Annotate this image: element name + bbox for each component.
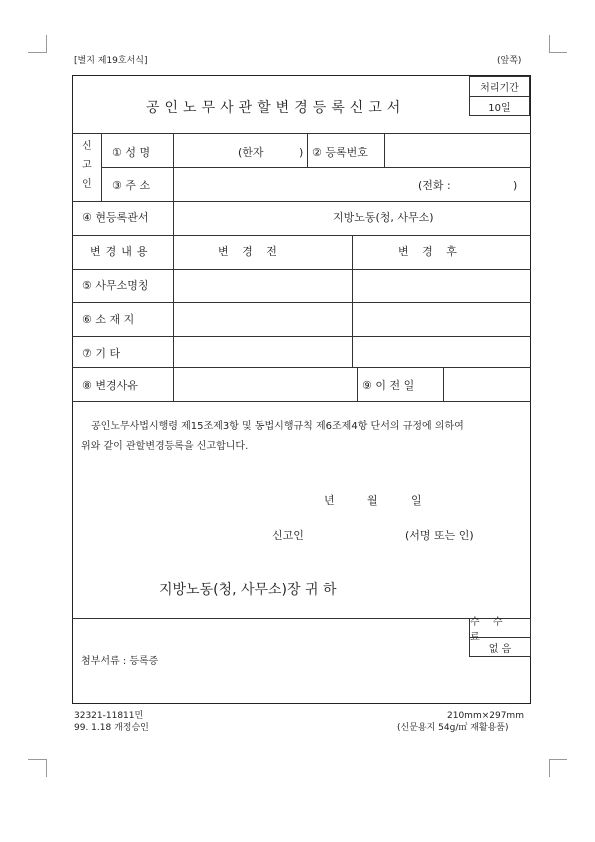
crop-mark (549, 35, 550, 53)
form-number: [별지 제19호서식] (74, 56, 148, 66)
current-office-value: 지방노동(청, 사무소) (333, 211, 434, 224)
divider (352, 235, 353, 367)
paper-size: 210mm×297mm (447, 711, 524, 721)
attachment-label: 첨부서류 : 등록증 (81, 656, 159, 667)
change-contents-label: 변경내용 (90, 245, 153, 258)
after-change-label: 변 경 후 (398, 245, 462, 258)
form-title: 공인노무사관할변경등록신고서 (146, 100, 406, 116)
divider (72, 336, 531, 337)
hanja-close: ) (299, 146, 304, 159)
form-code: 32321-11811민 (74, 711, 144, 721)
other-label: ⑦ 기 타 (82, 347, 121, 360)
current-office-label: ④ 현등록관서 (82, 211, 149, 224)
divider (72, 133, 531, 134)
date-month-label: 월 (367, 494, 378, 507)
paper-spec: (신문용지 54g/㎡ 재활용품) (397, 723, 509, 733)
processing-period-label: 처리기간 (469, 76, 530, 97)
divider (357, 367, 358, 401)
phone-close: ) (513, 179, 518, 192)
move-date-label: ⑨ 이 전 일 (362, 379, 415, 392)
divider (443, 367, 444, 401)
divider (101, 167, 531, 168)
crop-mark (28, 52, 46, 53)
crop-mark (46, 35, 47, 53)
divider (72, 618, 531, 619)
applicant-group-char: 고 (82, 160, 92, 171)
crop-mark (549, 759, 567, 760)
approval-date: 99. 1.18 개정승인 (74, 723, 149, 733)
date-year-label: 년 (324, 494, 335, 507)
divider (72, 235, 531, 236)
divider (384, 133, 385, 167)
divider (307, 133, 308, 167)
applicant-group-char: 인 (82, 179, 92, 190)
date-day-label: 일 (411, 494, 422, 507)
applicant-group-char: 신 (82, 141, 92, 152)
divider (72, 401, 531, 402)
divider (72, 269, 531, 270)
hanja-label: (한자 (238, 146, 264, 159)
before-change-label: 변 경 전 (218, 245, 282, 258)
crop-mark (549, 759, 550, 777)
processing-period-value: 10일 (469, 96, 530, 116)
crop-mark (46, 759, 47, 777)
addressee: 지방노동(청, 사무소)장 귀 하 (159, 582, 337, 598)
divider (72, 302, 531, 303)
registration-number-label: ② 등록번호 (312, 146, 368, 159)
change-reason-label: ⑧ 변경사유 (82, 379, 138, 392)
page-side-label: (앞쪽) (497, 56, 522, 66)
address-label: ③ 주 소 (112, 179, 151, 192)
fee-value: 없 음 (469, 637, 531, 657)
declaration-line-2: 위와 같이 관할변경등록을 신고합니다. (81, 441, 249, 452)
divider (72, 201, 531, 202)
form-frame (72, 75, 531, 704)
declaration-line-1: 공인노무사법시행령 제15조제3항 및 동법시행규칙 제6조제4항 단서의 규정에 의하여 (91, 421, 464, 432)
crop-mark (549, 52, 567, 53)
location-label: ⑥ 소 재 지 (82, 313, 135, 326)
divider (72, 367, 531, 368)
fee-label: 수 수 료 (469, 618, 531, 638)
declarant-label: 신고인 (272, 529, 304, 542)
divider (173, 201, 174, 235)
name-label: ① 성 명 (112, 146, 151, 159)
phone-label: (전화 : (418, 179, 451, 192)
office-name-label: ⑤ 사무소명칭 (82, 279, 149, 292)
crop-mark (28, 759, 46, 760)
signature-label: (서명 또는 인) (405, 529, 474, 542)
divider (173, 235, 174, 401)
